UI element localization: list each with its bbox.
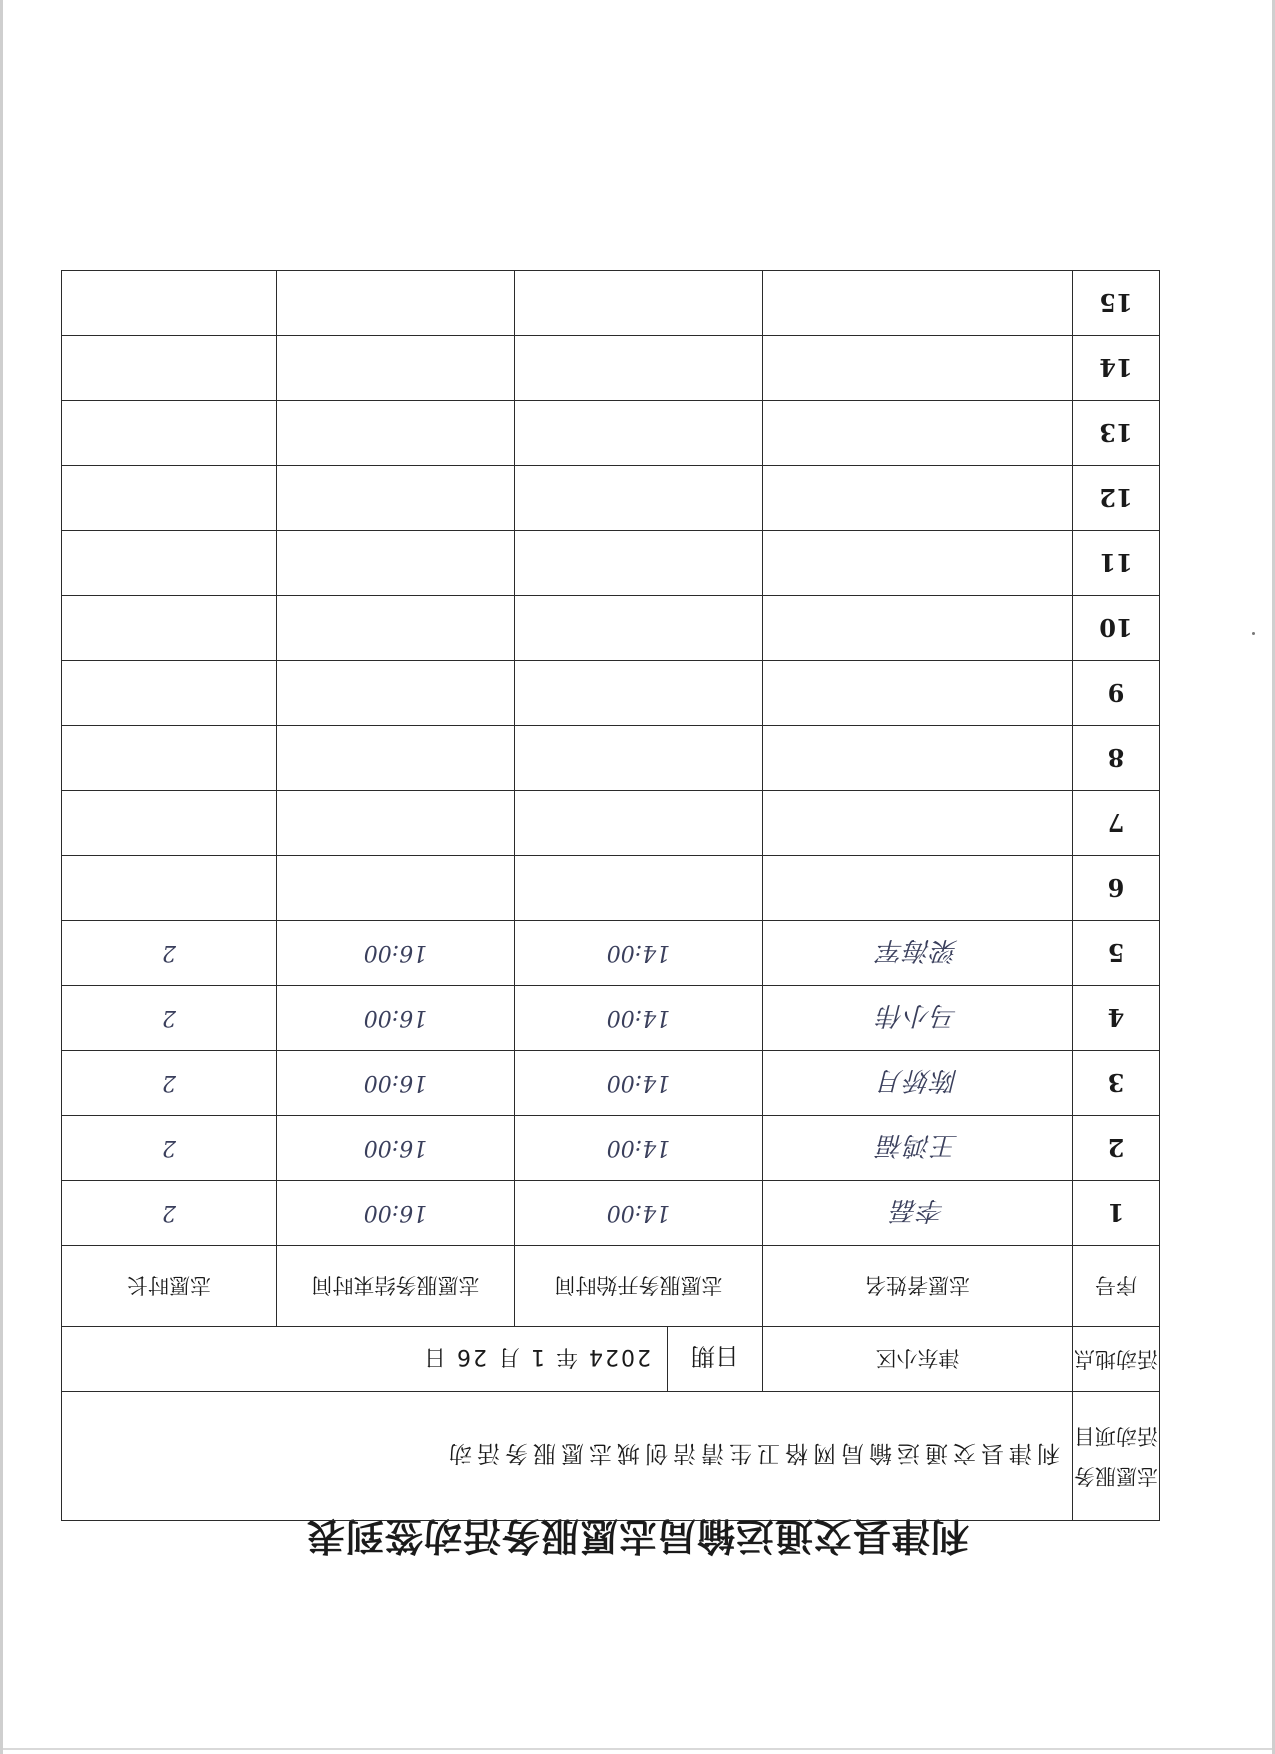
column-header-end: 志愿服务结束时间 — [277, 1246, 515, 1327]
row-number: 2 — [1073, 1116, 1160, 1181]
column-header-name: 志愿者姓名 — [763, 1246, 1073, 1327]
table-row — [61, 1116, 1159, 1181]
volunteer-name — [763, 531, 1073, 596]
volunteer-name — [763, 661, 1073, 726]
end-time: 16:00 — [277, 921, 515, 986]
start-time — [515, 856, 763, 921]
end-time — [277, 466, 515, 531]
start-time — [515, 726, 763, 791]
service-hours: 2 — [61, 921, 276, 986]
service-hours: 2 — [61, 986, 276, 1051]
column-header-row — [61, 1246, 1159, 1327]
start-time — [515, 401, 763, 466]
service-hours: 2 — [61, 1181, 276, 1246]
volunteer-name — [763, 596, 1073, 661]
table-row — [61, 921, 1159, 986]
row-number: 12 — [1073, 466, 1160, 531]
location-label: 活动地点 — [1073, 1327, 1160, 1392]
end-time — [277, 531, 515, 596]
service-hours — [61, 271, 276, 336]
table-row — [61, 726, 1159, 791]
document-title: 利津县交通运输局志愿服务活动签到表 — [306, 1514, 970, 1559]
table-row — [61, 791, 1159, 856]
row-number: 9 — [1073, 661, 1160, 726]
service-hours — [61, 596, 276, 661]
project-label: 志愿服务活动项目 — [1073, 1392, 1160, 1521]
volunteer-name: 马小伟 — [763, 986, 1073, 1051]
row-number: 14 — [1073, 336, 1160, 401]
end-time: 16:00 — [277, 986, 515, 1051]
table-row — [61, 856, 1159, 921]
volunteer-name: 陈娇月 — [763, 1051, 1073, 1116]
table-row — [61, 336, 1159, 401]
service-hours — [61, 661, 276, 726]
service-hours: 2 — [61, 1116, 276, 1181]
end-time — [277, 271, 515, 336]
service-hours — [61, 791, 276, 856]
row-number: 5 — [1073, 921, 1160, 986]
end-time — [277, 661, 515, 726]
start-time: 14:00 — [515, 921, 763, 986]
volunteer-name: 李磊 — [763, 1181, 1073, 1246]
end-time — [277, 791, 515, 856]
volunteer-name: 梁海军 — [763, 921, 1073, 986]
end-time — [277, 401, 515, 466]
start-time: 14:00 — [515, 1051, 763, 1116]
service-hours — [61, 726, 276, 791]
start-time: 14:00 — [515, 1116, 763, 1181]
end-time: 16:00 — [277, 1181, 515, 1246]
table-row — [61, 986, 1159, 1051]
date-cell — [61, 1327, 762, 1392]
start-time — [515, 531, 763, 596]
row-number: 1 — [1073, 1181, 1160, 1246]
service-hours — [61, 856, 276, 921]
start-time — [515, 791, 763, 856]
column-header-hours: 志愿时长 — [61, 1246, 276, 1327]
row-number: 6 — [1073, 856, 1160, 921]
row-number: 7 — [1073, 791, 1160, 856]
table-row — [61, 596, 1159, 661]
row-number: 11 — [1073, 531, 1160, 596]
table-row — [61, 1051, 1159, 1116]
row-number: 8 — [1073, 726, 1160, 791]
row-number: 4 — [1073, 986, 1160, 1051]
start-time — [515, 271, 763, 336]
table-row — [61, 1181, 1159, 1246]
start-time: 14:00 — [515, 986, 763, 1051]
table-row — [61, 466, 1159, 531]
column-header-no: 序号 — [1073, 1246, 1160, 1327]
table-row — [61, 661, 1159, 726]
scan-speck — [1252, 632, 1255, 635]
location-value: 津东小区 — [763, 1327, 1073, 1392]
start-time — [515, 336, 763, 401]
location-row — [61, 1327, 1159, 1392]
row-number: 13 — [1073, 401, 1160, 466]
project-row — [61, 1392, 1159, 1521]
service-hours: 2 — [61, 1051, 276, 1116]
end-time: 16:00 — [277, 1051, 515, 1116]
start-time — [515, 596, 763, 661]
end-time — [277, 596, 515, 661]
volunteer-name: 王鸿福 — [763, 1116, 1073, 1181]
sign-in-table — [61, 270, 1160, 1521]
service-hours — [61, 466, 276, 531]
row-number: 3 — [1073, 1051, 1160, 1116]
volunteer-name — [763, 466, 1073, 531]
volunteer-name — [763, 791, 1073, 856]
date-value: 2024 年 1 月 26 日 — [422, 1344, 651, 1370]
end-time — [277, 726, 515, 791]
row-number: 15 — [1073, 271, 1160, 336]
start-time — [515, 466, 763, 531]
row-number: 10 — [1073, 596, 1160, 661]
start-time: 14:00 — [515, 1181, 763, 1246]
table-row — [61, 401, 1159, 466]
end-time — [277, 336, 515, 401]
service-hours — [61, 401, 276, 466]
volunteer-name — [763, 856, 1073, 921]
service-hours — [61, 531, 276, 596]
column-header-start: 志愿服务开始时间 — [515, 1246, 763, 1327]
volunteer-name — [763, 401, 1073, 466]
service-hours — [61, 336, 276, 401]
volunteer-name — [763, 726, 1073, 791]
date-label: 日期 — [667, 1327, 762, 1391]
end-time — [277, 856, 515, 921]
volunteer-name — [763, 271, 1073, 336]
table-row — [61, 271, 1159, 336]
project-value: 利津县交通运输局网格卫生清洁创城志愿服务活动 — [61, 1392, 1072, 1521]
table-row — [61, 531, 1159, 596]
volunteer-name — [763, 336, 1073, 401]
end-time: 16:00 — [277, 1116, 515, 1181]
start-time — [515, 661, 763, 726]
scan-border-line — [0, 1748, 1275, 1750]
scan-right-edge — [0, 0, 3, 1754]
